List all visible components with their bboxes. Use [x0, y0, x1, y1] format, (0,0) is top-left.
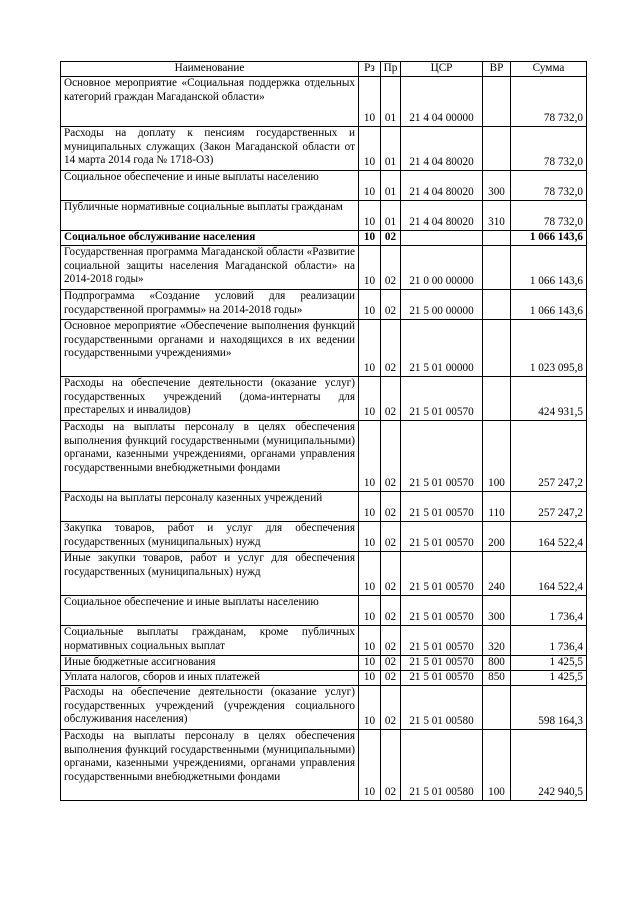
- header-name: Наименование: [61, 62, 359, 77]
- row-name: Расходы на обеспечение деятельности (оказание услуг) государственных учреждений (дома-интернаты для престарелых и инвалидов): [61, 377, 359, 421]
- row-csr: 21 5 01 00570: [401, 656, 483, 671]
- row-vr: 300: [483, 171, 511, 201]
- row-pr: 02: [381, 656, 401, 671]
- table-row: [61, 290, 587, 320]
- row-sum: 598 164,3: [511, 686, 587, 730]
- row-rz: 10: [359, 656, 381, 671]
- table-row: [61, 231, 587, 246]
- row-csr: 21 5 01 00570: [401, 492, 483, 522]
- header-vr: ВР: [483, 62, 511, 77]
- row-vr: 800: [483, 656, 511, 671]
- table-header-row: [61, 62, 587, 77]
- row-rz: 10: [359, 686, 381, 730]
- header-sum: Сумма: [511, 62, 587, 77]
- row-name: Государственная программа Магаданской области «Развитие социальной защиты населения Магаданской области» на 2014-2018 годы»: [61, 246, 359, 290]
- row-pr: 02: [381, 246, 401, 290]
- row-csr: [401, 231, 483, 246]
- row-rz: 10: [359, 730, 381, 801]
- row-csr: 21 4 04 80020: [401, 201, 483, 231]
- row-sum: 1 066 143,6: [511, 290, 587, 320]
- table-row: [61, 656, 587, 671]
- row-sum: 1 425,5: [511, 671, 587, 686]
- table-row: [61, 127, 587, 171]
- row-sum: 78 732,0: [511, 127, 587, 171]
- row-sum: 1 736,4: [511, 596, 587, 626]
- table-row: [61, 77, 587, 127]
- row-rz: 10: [359, 596, 381, 626]
- row-csr: 21 5 01 00570: [401, 552, 483, 596]
- row-vr: [483, 320, 511, 377]
- row-pr: 02: [381, 231, 401, 246]
- row-sum: 78 732,0: [511, 77, 587, 127]
- row-csr: 21 5 01 00580: [401, 686, 483, 730]
- table-row: [61, 492, 587, 522]
- row-vr: [483, 290, 511, 320]
- row-pr: 01: [381, 171, 401, 201]
- row-name: Расходы на выплаты персоналу в целях обеспечения выполнения функций государственными (муниципальными) органами, казенными учреждениями, органами управления государственными внебюджетными фондами: [61, 730, 359, 801]
- row-vr: 300: [483, 596, 511, 626]
- row-csr: 21 5 01 00580: [401, 730, 483, 801]
- row-pr: 02: [381, 492, 401, 522]
- row-name: Закупка товаров, работ и услуг для обеспечения государственных (муниципальных) нужд: [61, 522, 359, 552]
- row-sum: 257 247,2: [511, 421, 587, 492]
- row-sum: 164 522,4: [511, 522, 587, 552]
- row-rz: 10: [359, 522, 381, 552]
- row-sum: 1 066 143,6: [511, 231, 587, 246]
- row-csr: 21 5 01 00570: [401, 671, 483, 686]
- row-csr: 21 4 04 00000: [401, 77, 483, 127]
- row-vr: [483, 77, 511, 127]
- table-row: [61, 171, 587, 201]
- header-rz: Рз: [359, 62, 381, 77]
- row-pr: 02: [381, 522, 401, 552]
- row-csr: 21 5 01 00570: [401, 626, 483, 656]
- row-name: Основное мероприятие «Социальная поддержка отдельных категорий граждан Магаданской области»: [61, 77, 359, 127]
- row-csr: 21 4 04 80020: [401, 171, 483, 201]
- row-sum: 78 732,0: [511, 171, 587, 201]
- row-sum: 257 247,2: [511, 492, 587, 522]
- row-pr: 02: [381, 290, 401, 320]
- row-name: Социальные выплаты гражданам, кроме публичных нормативных социальных выплат: [61, 626, 359, 656]
- row-vr: [483, 686, 511, 730]
- table-row: [61, 671, 587, 686]
- row-rz: 10: [359, 492, 381, 522]
- row-rz: 10: [359, 246, 381, 290]
- row-rz: 10: [359, 377, 381, 421]
- row-sum: 424 931,5: [511, 377, 587, 421]
- row-name: Основное мероприятие «Обеспечение выполнения функций государственными органами и находящихся в их ведении государственными учреждениями»: [61, 320, 359, 377]
- row-sum: 1 066 143,6: [511, 246, 587, 290]
- row-name: Социальное обеспечение и иные выплаты населению: [61, 171, 359, 201]
- row-vr: 100: [483, 421, 511, 492]
- row-csr: 21 5 01 00570: [401, 522, 483, 552]
- row-rz: 10: [359, 171, 381, 201]
- row-rz: 10: [359, 290, 381, 320]
- row-sum: 1 736,4: [511, 626, 587, 656]
- row-name: Публичные нормативные социальные выплаты гражданам: [61, 201, 359, 231]
- row-name: Иные закупки товаров, работ и услуг для обеспечения государственных (муниципальных) нужд: [61, 552, 359, 596]
- row-name: Расходы на выплаты персоналу в целях обеспечения выполнения функций государственными (муниципальными) органами, казенными учреждениями, органами управления государственными внебюджетными фондами: [61, 421, 359, 492]
- row-csr: 21 4 04 80020: [401, 127, 483, 171]
- row-vr: 850: [483, 671, 511, 686]
- row-vr: [483, 377, 511, 421]
- row-name: Расходы на доплату к пенсиям государственных и муниципальных служащих (Закон Магаданской области от 14 марта 2014 года № 1718-ОЗ): [61, 127, 359, 171]
- row-rz: 10: [359, 320, 381, 377]
- row-pr: 01: [381, 201, 401, 231]
- row-rz: 10: [359, 77, 381, 127]
- row-vr: 320: [483, 626, 511, 656]
- row-csr: 21 5 01 00000: [401, 320, 483, 377]
- row-pr: 02: [381, 421, 401, 492]
- table-row: [61, 201, 587, 231]
- row-pr: 01: [381, 77, 401, 127]
- budget-table: [60, 61, 587, 801]
- row-name: Подпрограмма «Создание условий для реализации государственной программы» на 2014-2018 годы»: [61, 290, 359, 320]
- row-pr: 02: [381, 596, 401, 626]
- row-vr: 110: [483, 492, 511, 522]
- row-pr: 02: [381, 686, 401, 730]
- row-vr: 240: [483, 552, 511, 596]
- header-pr: Пр: [381, 62, 401, 77]
- row-rz: 10: [359, 626, 381, 656]
- row-vr: 200: [483, 522, 511, 552]
- table-row: [61, 596, 587, 626]
- row-csr: 21 0 00 00000: [401, 246, 483, 290]
- row-vr: [483, 231, 511, 246]
- row-rz: 10: [359, 671, 381, 686]
- row-csr: 21 5 01 00570: [401, 377, 483, 421]
- row-pr: 01: [381, 127, 401, 171]
- row-name: Социальное обеспечение и иные выплаты населению: [61, 596, 359, 626]
- row-name: Уплата налогов, сборов и иных платежей: [61, 671, 359, 686]
- row-name: Расходы на выплаты персоналу казенных учреждений: [61, 492, 359, 522]
- row-sum: 242 940,5: [511, 730, 587, 801]
- table-body: [61, 77, 587, 801]
- row-pr: 02: [381, 626, 401, 656]
- row-rz: 10: [359, 552, 381, 596]
- header-csr: ЦСР: [401, 62, 483, 77]
- table-row: [61, 246, 587, 290]
- row-pr: 02: [381, 377, 401, 421]
- row-pr: 02: [381, 552, 401, 596]
- row-rz: 10: [359, 201, 381, 231]
- row-sum: 164 522,4: [511, 552, 587, 596]
- table-row: [61, 320, 587, 377]
- table-row: [61, 522, 587, 552]
- row-rz: 10: [359, 127, 381, 171]
- row-sum: 1 023 095,8: [511, 320, 587, 377]
- row-vr: 310: [483, 201, 511, 231]
- budget-table-page: [60, 61, 587, 801]
- row-csr: 21 5 00 00000: [401, 290, 483, 320]
- row-csr: 21 5 01 00570: [401, 421, 483, 492]
- table-row: [61, 377, 587, 421]
- row-pr: 02: [381, 320, 401, 377]
- row-rz: 10: [359, 231, 381, 246]
- row-csr: 21 5 01 00570: [401, 596, 483, 626]
- row-rz: 10: [359, 421, 381, 492]
- table-row: [61, 552, 587, 596]
- table-row: [61, 686, 587, 730]
- row-vr: [483, 246, 511, 290]
- row-name: Расходы на обеспечение деятельности (оказание услуг) государственных учреждений (учреждения социального обслуживания населения): [61, 686, 359, 730]
- row-pr: 02: [381, 730, 401, 801]
- row-vr: [483, 127, 511, 171]
- row-pr: 02: [381, 671, 401, 686]
- row-sum: 78 732,0: [511, 201, 587, 231]
- table-row: [61, 626, 587, 656]
- row-name: Иные бюджетные ассигнования: [61, 656, 359, 671]
- table-row: [61, 730, 587, 801]
- table-row: [61, 421, 587, 492]
- row-sum: 1 425,5: [511, 656, 587, 671]
- row-vr: 100: [483, 730, 511, 801]
- row-name: Социальное обслуживание населения: [61, 231, 359, 246]
